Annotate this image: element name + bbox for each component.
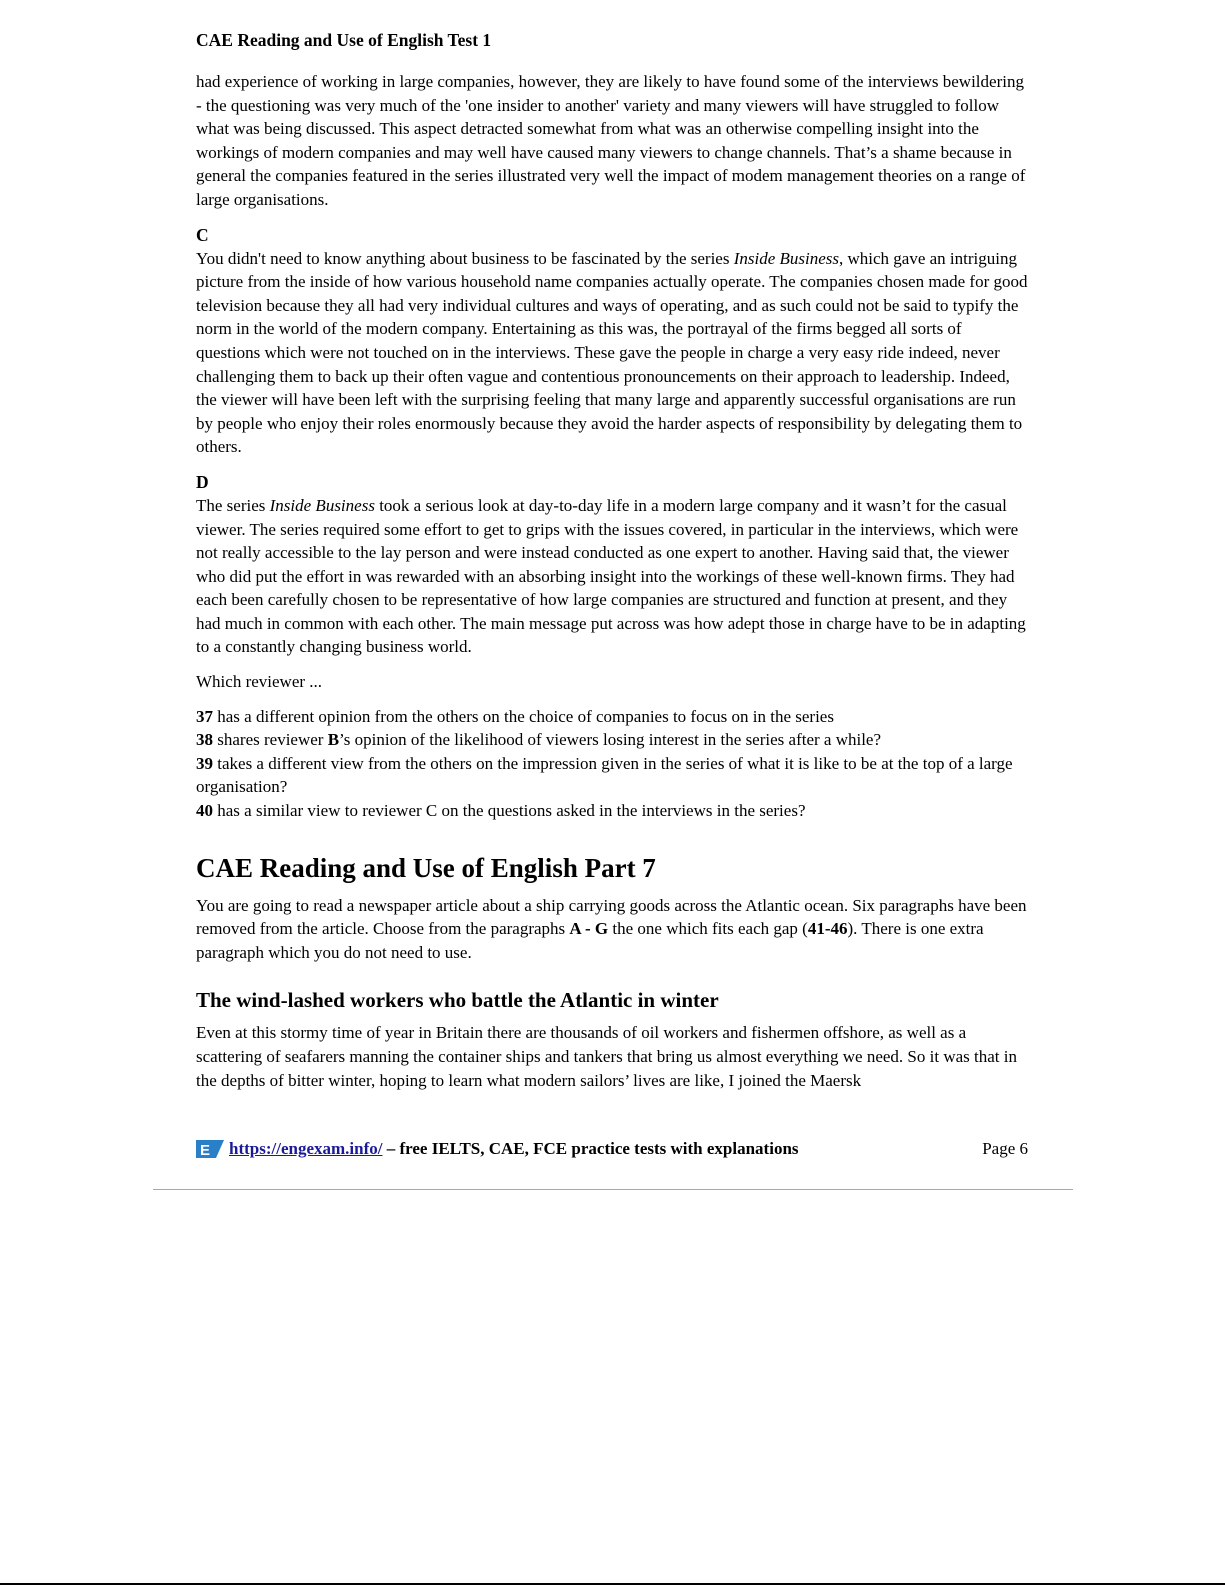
review-d-series-title: Inside Business xyxy=(269,495,375,515)
review-b-continued: had experience of working in large companies, however, they are likely to have found some of the interviews bewildering - the questioning was very much of the 'one insider to another' variety and many viewers will have struggled to follow what was being discussed. This aspect detracted somewhat from what was an otherwise compelling insight into the workings of modern companies and may well have caused many viewers to change channels. That’s a shame because in general the companies featured in the series illustrated very well the impact of modem management theories on a range of large organisations. xyxy=(196,72,1026,209)
running-header: CAE Reading and Use of English Test 1 xyxy=(196,30,492,50)
paragraph-range: A - G xyxy=(569,919,609,939)
page-number: Page 6 xyxy=(982,1139,1028,1158)
engexam-logo-icon xyxy=(196,1140,224,1158)
question-text: takes a different view from the others on the impression given in the series of what it is like to be at the top of a large organisation? xyxy=(196,753,1013,797)
question-39 xyxy=(196,752,1028,799)
article-title: The wind-lashed workers who battle the Atlantic in winter xyxy=(196,988,719,1013)
gap-range: 41-46 xyxy=(807,919,848,939)
question-text: has a similar view to reviewer C on the questions asked in the interviews in the series? xyxy=(213,801,806,821)
question-40 xyxy=(196,799,1028,823)
question-number: 40 xyxy=(196,801,213,821)
part7-instructions xyxy=(196,894,1028,965)
review-d-text xyxy=(196,494,1028,659)
reviewer-b-ref: B xyxy=(327,730,340,750)
review-c-text xyxy=(196,247,1028,459)
question-37 xyxy=(196,705,1028,729)
question-38 xyxy=(196,728,1028,752)
review-d-before: The series xyxy=(196,495,270,515)
question-number: 37 xyxy=(196,706,213,726)
part7-heading: CAE Reading and Use of English Part 7 xyxy=(196,852,656,883)
question-text: has a different opinion from the others on the choice of companies to focus on in the series xyxy=(213,706,834,726)
instructions-text-1: You are going to read a newspaper article about a ship carrying goods across the Atlantic ocean. Six paragraphs have been removed from the article. Choose from the paragraphs xyxy=(196,895,1027,939)
page-divider xyxy=(153,1189,1073,1190)
article-opening: Even at this stormy time of year in Britain there are thousands of oil workers and fishermen offshore, as well as a scattering of seafarers manning the container ships and tankers that bring us almost everything we need. So it was that in the depths of bitter winter, hoping to learn what modern sailors’ lives are like, I joined the Maersk xyxy=(196,1023,1017,1090)
review-d-after: took a serious look at day-to-day life in a modern large company and it wasn’t for the casual viewer. The series required some effort to get to grips with the issues covered, in particular in the interviews, which were not really accessible to the lay person and were instead conducted as one expert to another. Having said that, the viewer who did put the effort in was rewarded with an absorbing insight into the workings of these well-known firms. They had each been carefully chosen to be representative of how large companies are structured and function at present, and they had much in common with each other. The main message put across was how adept those in charge have to be in adapting to a constantly changing business world. xyxy=(196,495,1026,657)
review-letter-d: D xyxy=(196,471,209,492)
instructions-text-3: ). There is one extra paragraph which you do not need to use. xyxy=(196,919,984,962)
instructions-text-2: the one which fits each gap ( xyxy=(608,919,808,939)
logo-letter: E xyxy=(200,1142,211,1158)
document-page xyxy=(196,28,1028,1092)
question-number: 39 xyxy=(196,753,213,773)
question-list xyxy=(196,705,1028,823)
footer-tagline: – free IELTS, CAE, FCE practice tests with explanations xyxy=(382,1139,799,1158)
review-c-after: , which gave an intriguing picture from the inside of how various household name companies actually operate. The companies chosen made for good television because they all had very individual cultures and ways of operating, and as such could not be said to typify the norm in the world of the modern company. Entertaining as this was, the portrayal of the firms begged all sorts of questions which were not touched on in the interviews. These gave the people in charge a very easy ride indeed, never challenging them to back up their often vague and contentious pronouncements on their approach to leadership. Indeed, the viewer will have been left with the surprising feeling that many large and apparently successful organisations are run by people who enjoy their roles enormously because they avoid the harder aspects of responsibility by delegating them to others. xyxy=(196,248,1028,457)
review-c-before: You didn't need to know anything about business to be fascinated by the series xyxy=(196,248,734,268)
footer-link-line xyxy=(229,1137,799,1161)
which-reviewer-prompt: Which reviewer ... xyxy=(196,672,323,692)
question-text-pre: shares reviewer xyxy=(213,730,328,750)
page-footer xyxy=(196,1137,1028,1161)
question-number: 38 xyxy=(196,730,213,750)
review-letter-c: C xyxy=(196,224,209,245)
engexam-link[interactable]: https://engexam.info/ xyxy=(229,1139,383,1158)
review-c-series-title: Inside Business xyxy=(733,248,839,268)
question-text-post: ’s opinion of the likelihood of viewers losing interest in the series after a while? xyxy=(339,730,882,750)
